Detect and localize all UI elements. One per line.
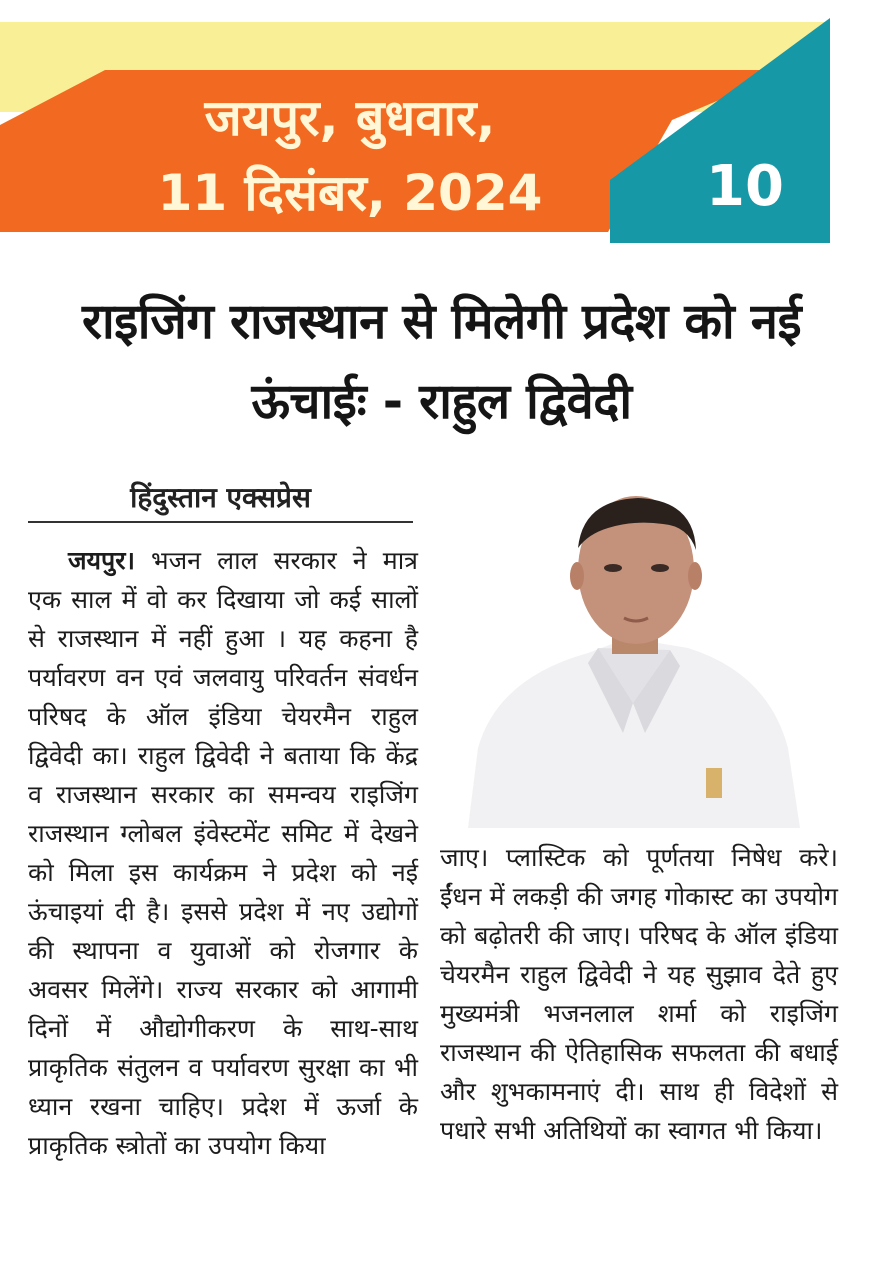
masthead-banner	[0, 0, 883, 250]
article-headline: राइजिंग राजस्थान से मिलेगी प्रदेश को नई ऊंचाईः - राहुल द्विवेदी	[81, 293, 802, 430]
article-body-left: भजन लाल सरकार ने मात्र एक साल में वो कर दिखाया जो कई सालों से राजस्थान में नहीं हुआ । यह कहना है पर्यावरण वन एवं जलवायु परिवर्तन संवर्धन परिषद के ऑल इंडिया चेयरमैन राहुल द्विवेदी का। राहुल द्विवेदी ने बताया कि केंद्र व राजस्थान सरकार का समन्वय राइजिंग राजस्थान ग्लोबल इंवेस्टमेंट समिट में देखने को मिला इस कार्यक्रम ने प्रदेश को नई ऊंचाइयां दी है। इससे प्रदेश में नए उद्योगों की स्थापना व युवाओं को रोजगार के अवसर मिलेंगे। राज्य सरकार को आगामी दिनों में औद्योगीकरण के साथ-साथ प्राकृतिक संतुलन व पर्यावरण सुरक्षा का भी ध्यान रखना चाहिए। प्रदेश में ऊर्जा के प्राकृतिक स्त्रोतों का उपयोग किया	[28, 546, 418, 1160]
issue-date: 11 दिसंबर, 2024	[157, 164, 543, 222]
person-photo	[448, 488, 818, 828]
article-dateline: जयपुर।	[68, 546, 135, 575]
article-body-left-column	[28, 541, 418, 1261]
article-byline: हिंदुस्तान एक्सप्रेस	[130, 481, 311, 514]
article-body-right-column: जाए। प्लास्टिक को पूर्णतया निषेध करे। ईंधन में लकड़ी की जगह गोकास्ट का उपयोग को बढ़ोतरी की जाए। परिषद के ऑल इंडिया चेयरमैन राहुल द्विवेदी ने यह सुझाव देते हुए मुख्यमंत्री भजनलाल शर्मा को राइजिंग राजस्थान की ऐतिहासिक सफलता की बधाई और शुभकामनाएं दी। साथ ही विदेशों से पधारे सभी अतिथियों का स्वागत भी किया।	[440, 843, 838, 1145]
page-number: 10	[706, 154, 784, 219]
byline-divider	[28, 521, 413, 523]
issue-city-day: जयपुर, बुधवार,	[204, 89, 496, 147]
